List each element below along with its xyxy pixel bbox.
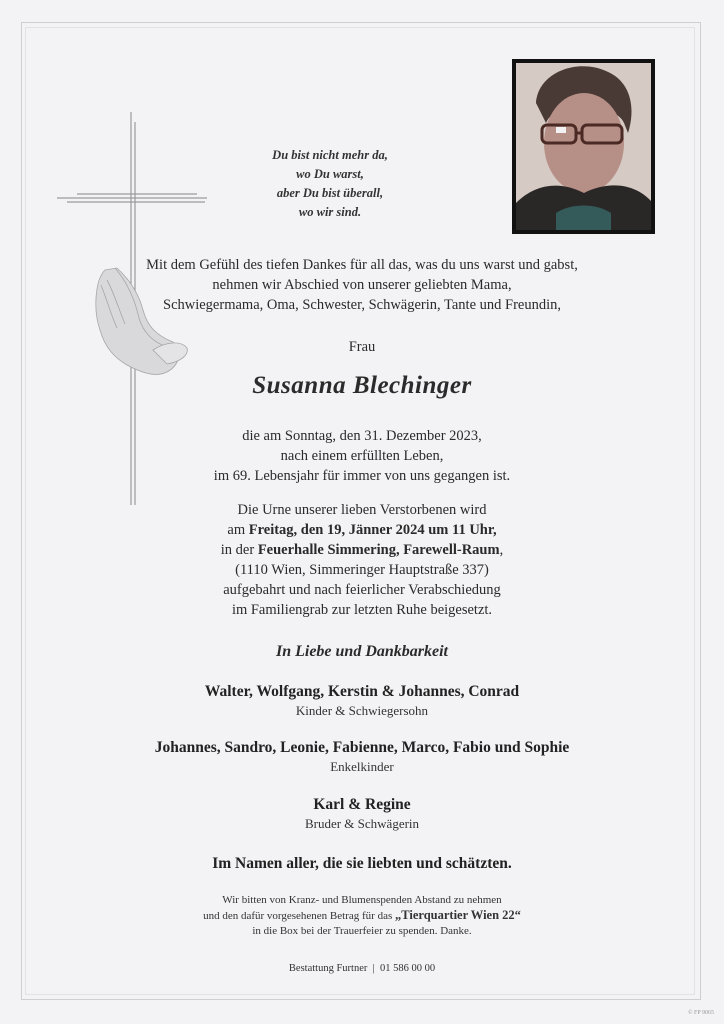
poem-line: Du bist nicht mehr da, bbox=[272, 148, 388, 162]
funeral-home-footer: Bestattung Furtner | 01 586 00 00 bbox=[288, 963, 436, 974]
poem bbox=[250, 146, 410, 222]
ceremony-date: Freitag, den 19, Jänner 2024 um 11 Uhr, bbox=[248, 522, 497, 538]
donation-line: Wir bitten von Kranz- und Blumenspenden Abstand zu nehmen bbox=[222, 894, 502, 906]
closing-script: In Liebe und Dankbarkeit bbox=[275, 643, 448, 660]
family-names: Karl & Regine bbox=[313, 796, 411, 813]
donation-line: in die Box bei der Trauerfeier zu spenden. Danke. bbox=[252, 925, 472, 937]
donation-recipient: „Tierquartier Wien 22“ bbox=[395, 908, 521, 922]
family-group-children bbox=[0, 683, 724, 719]
deceased-name: Susanna Blechinger bbox=[252, 372, 472, 399]
family-group-siblings bbox=[0, 796, 724, 832]
family-role: Enkelkinder bbox=[330, 759, 394, 774]
donation-note bbox=[0, 893, 724, 939]
death-info-line: die am Sonntag, den 31. Dezember 2023, bbox=[242, 428, 482, 444]
poem-line: aber Du bist überall, bbox=[276, 186, 384, 200]
family-group-grandchildren bbox=[0, 739, 724, 775]
donation-line: und den dafür vorgesehenen Betrag für das „Tierquartier Wien 22“ bbox=[203, 908, 521, 922]
family-role: Kinder & Schwiegersohn bbox=[295, 703, 429, 718]
ceremony-date-line: am Freitag, den 19, Jänner 2024 um 11 Uhr, bbox=[227, 522, 497, 538]
intro-line: nehmen wir Abschied von unserer geliebten Mama, bbox=[212, 277, 512, 293]
death-info-line: im 69. Lebensjahr für immer von uns gegangen ist. bbox=[213, 468, 511, 484]
family-names: Walter, Wolfgang, Kerstin & Johannes, Conrad bbox=[204, 683, 520, 700]
death-info bbox=[0, 426, 724, 486]
intro-line: Schwiegermama, Oma, Schwester, Schwägerin, Tante und Freundin, bbox=[163, 297, 561, 313]
ceremony-details bbox=[0, 500, 724, 620]
death-info-line: nach einem erfüllten Leben, bbox=[280, 448, 444, 464]
corner-code: © FP 9065 bbox=[687, 1010, 714, 1016]
portrait-image bbox=[516, 63, 651, 230]
poem-line: wo Du warst, bbox=[296, 167, 364, 181]
ceremony-line: aufgebahrt und nach feierlicher Verabschiedung bbox=[223, 582, 501, 598]
ceremony-address: (1110 Wien, Simmeringer Hauptstraße 337) bbox=[235, 562, 489, 578]
intro-text bbox=[0, 255, 724, 315]
family-names: Johannes, Sandro, Leonie, Fabienne, Marco, Fabio und Sophie bbox=[154, 739, 570, 756]
family-role: Bruder & Schwägerin bbox=[304, 816, 420, 831]
all-names-line: Im Namen aller, die sie liebten und schätzten. bbox=[212, 855, 512, 872]
ceremony-venue-line: in der Feuerhalle Simmering, Farewell-Raum, bbox=[220, 542, 504, 558]
portrait-photo bbox=[512, 59, 655, 234]
ceremony-line: im Familiengrab zur letzten Ruhe beigesetzt. bbox=[231, 602, 493, 618]
salutation: Frau bbox=[348, 339, 376, 355]
intro-line: Mit dem Gefühl des tiefen Dankes für all das, was du uns warst und gabst, bbox=[146, 257, 578, 273]
ceremony-venue: Feuerhalle Simmering, Farewell-Raum bbox=[257, 542, 500, 558]
ceremony-line: Die Urne unserer lieben Verstorbenen wird bbox=[237, 502, 487, 518]
poem-line: wo wir sind. bbox=[298, 205, 362, 219]
